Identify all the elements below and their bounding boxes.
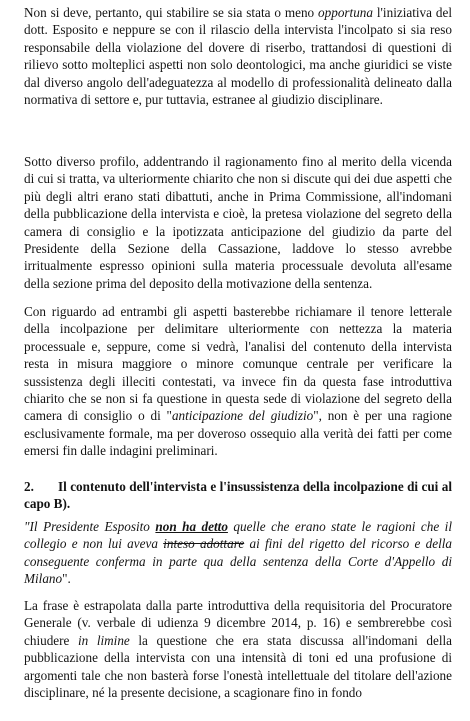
paragraph-3-text: Con riguardo ad entrambi gli aspetti basterebbe richiamare il tenore letterale della incolpazione per delimitare ulteriormente con nettezza la materia processuale e, seppure, come si vedrà, l'analisi del contenuto della intervista resta in misura maggiore o minore comunque centrale per verificare la sussistenza degli illeciti contestati, va invece fin da questa fase introduttiva chiarito che se non si fa questione in questa sede di violazione del segreto della camera di consiglio o di " xyxy=(24,304,452,424)
paragraph-4-text-cont: la questione che era stata discussa all'indomani della pubblicazione della intervista con una intensità di toni ed una profusione di argomenti tale che non basterà forse l'onestà intellettuale del titolare dell'azione disciplinare, né la presente decisione, a scagionare fino in fondo xyxy=(24,632,452,701)
paragraph-4 xyxy=(24,597,452,701)
section-title: Il contenuto dell'intervista e l'insussistenza della incolpazione di cui al capo B). xyxy=(24,479,452,512)
paragraph-4-italic: in limine xyxy=(77,632,130,648)
quote-text-cont: quelle che erano state le ragioni che il collegio e non lui aveva xyxy=(24,519,452,552)
paragraph-4-text: La frase è estrapolata dalla parte introduttiva della requisitoria del Procuratore Generale (v. verbale di udienza 9 dicembre 2014, p. 16) e sembrerebbe così chiudere xyxy=(24,598,452,648)
quote-text-end: ai fini del rigetto del ricorso e della conseguente conferma in parte qua della sentenza della Corte d'Appello di Milano xyxy=(24,536,452,587)
paragraph-2: Sotto diverso profilo, addentrando il ragionamento fino al merito della vicenda di cui si tratta, va ulteriormente chiarito che non si discute qui dei due aspetti che più degli altri erano stati dibattuti, anche in Prima Commissione, all'indomani della pubblicazione della intervista e cioè, la pretesa violazione del segreto della camera di consiglio e la ipotizzata anticipazione del giudizio da parte del Presidente della Sezione della Cassazione, laddove lo stesso avrebbe irritualmente espresso opinioni sulla materia processuale devoluta all'esame della sezione prima del deposito della motivazione della sentenza. xyxy=(24,154,452,291)
section-number: 2. xyxy=(24,479,34,494)
quote-close: ". xyxy=(62,571,71,587)
quote-underlined: non ha detto xyxy=(155,519,228,534)
quote-text: "Il Presidente Esposito xyxy=(24,519,156,534)
quotation xyxy=(24,518,452,588)
paragraph-1-text: Non si deve, pertanto, qui stabilire se sia stata o meno xyxy=(24,5,319,20)
paragraph-3-italic: anticipazione del giudizio xyxy=(171,408,314,424)
quote-struck: inteso adottare xyxy=(163,536,245,552)
paragraph-1-text-cont: l'iniziativa del dott. Esposito e neppure se con il rilascio della intervista l'incolpato si sia reso responsabile della violazione del dovere di riserbo, trattandosi di questioni di rilievo sotto molteplici aspetti non solo deontologici, ma anche giuridici se viste dal diverso angolo dell'adeguatezza al modello di professionalità delineato dalla normativa di settore e, pur tuttavia, estranee al giudizio disciplinare. xyxy=(24,5,453,108)
paragraph-1 xyxy=(24,4,452,108)
paragraph-3 xyxy=(24,303,452,460)
paragraph-1-italic: opportuna xyxy=(318,5,373,20)
paragraph-3-text-cont: ", non è per una ragione esclusivamente formale, ma per doveroso ossequio alla verità dei fatti per come emersi fin dalle indagini preliminari. xyxy=(24,408,452,459)
section-heading xyxy=(24,478,452,513)
